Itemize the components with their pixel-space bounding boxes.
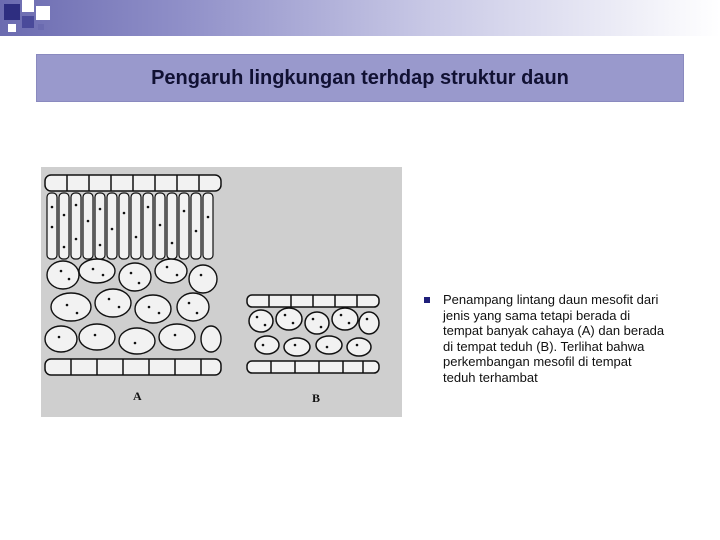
- decor-square: [22, 0, 34, 12]
- decor-square: [36, 6, 50, 20]
- bullet-square-icon: [424, 297, 430, 303]
- bullet-list: [424, 292, 674, 385]
- decor-square: [4, 4, 20, 20]
- bullet-text: Penampang lintang daun mesofit dari jenis yang sama tetapi berada di tempat banyak cahaya (A) dan berada di tempat teduh (B). Terlihat bahwa perkembangan mesofil di tempat teduh terhambat: [443, 292, 665, 385]
- label-a: A: [133, 389, 142, 403]
- header-gradient-strip: [0, 0, 720, 36]
- leaf-cross-section-figure: [41, 167, 402, 417]
- decor-square: [8, 24, 16, 32]
- decor-square: [38, 24, 44, 30]
- section-a-drawing: [45, 175, 221, 375]
- label-b: B: [312, 391, 321, 405]
- decor-square: [22, 16, 34, 28]
- title-bar: [36, 54, 684, 102]
- slide-title: Pengaruh lingkungan terhdap struktur daun: [151, 66, 569, 89]
- leaf-cross-section-illustration: [41, 167, 402, 417]
- section-b-drawing: [247, 295, 379, 373]
